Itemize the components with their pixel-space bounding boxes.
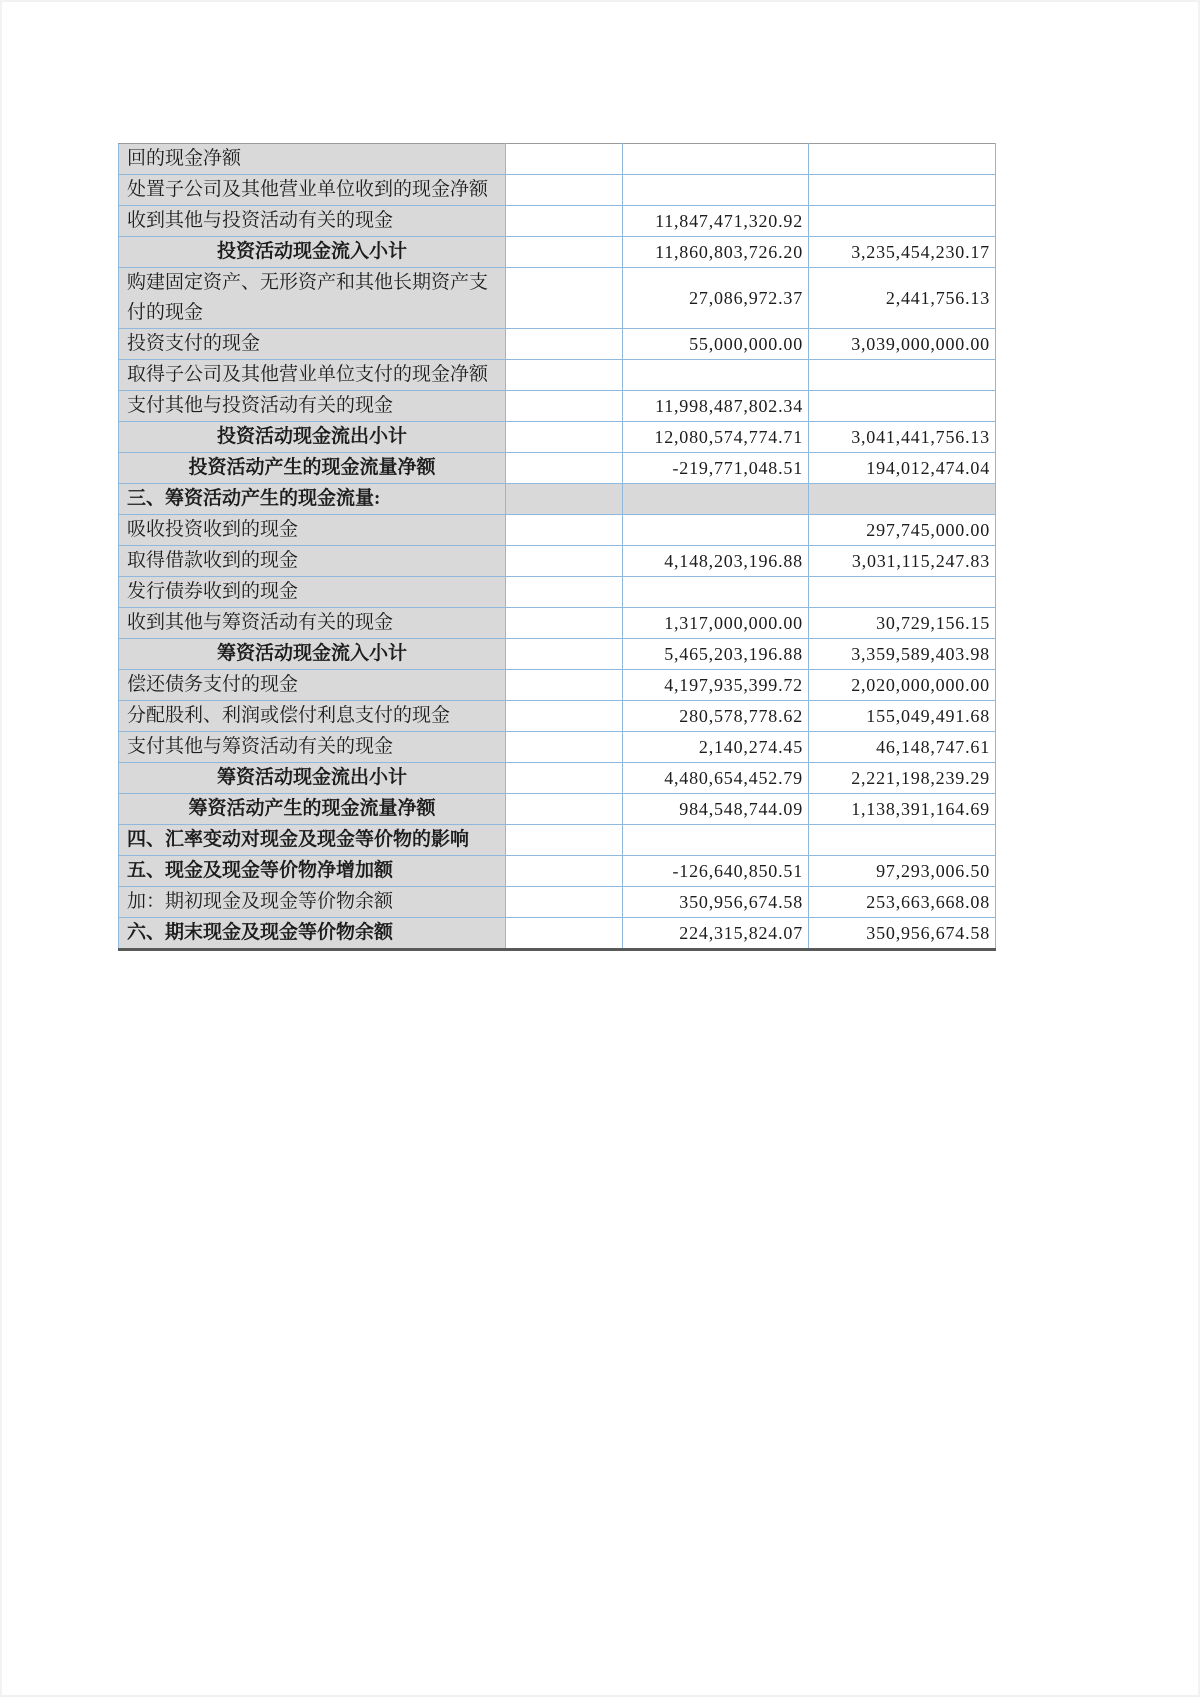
note-cell (506, 763, 623, 794)
item-cell: 取得借款收到的现金 (119, 546, 506, 577)
table-row (119, 206, 996, 237)
item-cell: 支付其他与投资活动有关的现金 (119, 391, 506, 422)
table-row (119, 639, 996, 670)
item-cell: 收到其他与筹资活动有关的现金 (119, 608, 506, 639)
current-period-cell: 280,578,778.62 (623, 701, 809, 732)
note-cell (506, 825, 623, 856)
cash-flow-statement-table (118, 143, 996, 951)
note-cell (506, 484, 623, 515)
current-period-cell: 984,548,744.09 (623, 794, 809, 825)
note-cell (506, 577, 623, 608)
item-cell: 加：期初现金及现金等价物余额 (119, 887, 506, 918)
item-cell: 分配股利、利润或偿付利息支付的现金 (119, 701, 506, 732)
note-cell (506, 515, 623, 546)
current-period-cell: 11,860,803,726.20 (623, 237, 809, 268)
current-period-cell: 11,998,487,802.34 (623, 391, 809, 422)
current-period-cell: 1,317,000,000.00 (623, 608, 809, 639)
current-period-cell: 4,148,203,196.88 (623, 546, 809, 577)
prior-period-cell: 3,041,441,756.13 (809, 422, 996, 453)
table-row (119, 825, 996, 856)
note-cell (506, 206, 623, 237)
note-cell (506, 639, 623, 670)
prior-period-cell (809, 391, 996, 422)
item-cell: 四、汇率变动对现金及现金等价物的影响 (119, 825, 506, 856)
prior-period-cell (809, 484, 996, 515)
note-cell (506, 422, 623, 453)
current-period-cell: 2,140,274.45 (623, 732, 809, 763)
note-cell (506, 794, 623, 825)
current-period-cell (623, 144, 809, 175)
prior-period-cell: 30,729,156.15 (809, 608, 996, 639)
item-cell: 投资活动现金流出小计 (119, 422, 506, 453)
table-row (119, 794, 996, 825)
table-body (119, 144, 996, 950)
current-period-cell: 4,480,654,452.79 (623, 763, 809, 794)
item-cell: 投资活动产生的现金流量净额 (119, 453, 506, 484)
item-cell: 取得子公司及其他营业单位支付的现金净额 (119, 360, 506, 391)
note-cell (506, 360, 623, 391)
prior-period-cell: 155,049,491.68 (809, 701, 996, 732)
table-row (119, 175, 996, 206)
current-period-cell: 224,315,824.07 (623, 918, 809, 950)
note-cell (506, 670, 623, 701)
item-cell: 吸收投资收到的现金 (119, 515, 506, 546)
current-period-cell (623, 175, 809, 206)
note-cell (506, 329, 623, 360)
prior-period-cell: 3,039,000,000.00 (809, 329, 996, 360)
note-cell (506, 391, 623, 422)
prior-period-cell (809, 825, 996, 856)
current-period-cell: -126,640,850.51 (623, 856, 809, 887)
table-row (119, 484, 996, 515)
item-cell: 处置子公司及其他营业单位收到的现金净额 (119, 175, 506, 206)
current-period-cell (623, 484, 809, 515)
current-period-cell: 55,000,000.00 (623, 329, 809, 360)
table-row (119, 391, 996, 422)
item-cell: 收到其他与投资活动有关的现金 (119, 206, 506, 237)
prior-period-cell: 46,148,747.61 (809, 732, 996, 763)
note-cell (506, 546, 623, 577)
prior-period-cell: 3,359,589,403.98 (809, 639, 996, 670)
item-cell: 偿还债务支付的现金 (119, 670, 506, 701)
item-cell: 购建固定资产、无形资产和其他长期资产支付的现金 (119, 268, 506, 329)
prior-period-cell: 297,745,000.00 (809, 515, 996, 546)
current-period-cell: 4,197,935,399.72 (623, 670, 809, 701)
current-period-cell (623, 577, 809, 608)
item-cell: 投资活动现金流入小计 (119, 237, 506, 268)
current-period-cell: 27,086,972.37 (623, 268, 809, 329)
prior-period-cell: 1,138,391,164.69 (809, 794, 996, 825)
table-row (119, 701, 996, 732)
table-row (119, 237, 996, 268)
table-row (119, 763, 996, 794)
prior-period-cell: 97,293,006.50 (809, 856, 996, 887)
prior-period-cell: 3,031,115,247.83 (809, 546, 996, 577)
prior-period-cell (809, 360, 996, 391)
table-row (119, 577, 996, 608)
note-cell (506, 608, 623, 639)
item-cell: 投资支付的现金 (119, 329, 506, 360)
item-cell: 六、期末现金及现金等价物余额 (119, 918, 506, 950)
current-period-cell: 11,847,471,320.92 (623, 206, 809, 237)
current-period-cell: 12,080,574,774.71 (623, 422, 809, 453)
table-row (119, 732, 996, 763)
prior-period-cell (809, 144, 996, 175)
note-cell (506, 701, 623, 732)
table-row (119, 918, 996, 950)
table-row (119, 546, 996, 577)
note-cell (506, 175, 623, 206)
current-period-cell: 5,465,203,196.88 (623, 639, 809, 670)
table-row (119, 856, 996, 887)
item-cell: 筹资活动产生的现金流量净额 (119, 794, 506, 825)
note-cell (506, 856, 623, 887)
prior-period-cell: 350,956,674.58 (809, 918, 996, 950)
table-row (119, 515, 996, 546)
table-row (119, 422, 996, 453)
item-cell: 筹资活动现金流出小计 (119, 763, 506, 794)
table-row (119, 453, 996, 484)
prior-period-cell: 2,221,198,239.29 (809, 763, 996, 794)
note-cell (506, 237, 623, 268)
table-row (119, 360, 996, 391)
item-cell: 筹资活动现金流入小计 (119, 639, 506, 670)
item-cell: 支付其他与筹资活动有关的现金 (119, 732, 506, 763)
table-row (119, 329, 996, 360)
item-cell: 五、现金及现金等价物净增加额 (119, 856, 506, 887)
prior-period-cell: 253,663,668.08 (809, 887, 996, 918)
table-row (119, 144, 996, 175)
item-cell: 发行债券收到的现金 (119, 577, 506, 608)
current-period-cell: 350,956,674.58 (623, 887, 809, 918)
current-period-cell (623, 360, 809, 391)
item-cell: 三、筹资活动产生的现金流量: (119, 484, 506, 515)
current-period-cell: -219,771,048.51 (623, 453, 809, 484)
note-cell (506, 268, 623, 329)
table-row (119, 608, 996, 639)
table-row (119, 670, 996, 701)
item-cell: 回的现金净额 (119, 144, 506, 175)
note-cell (506, 144, 623, 175)
table-row (119, 887, 996, 918)
current-period-cell (623, 515, 809, 546)
note-cell (506, 887, 623, 918)
prior-period-cell: 2,020,000,000.00 (809, 670, 996, 701)
current-period-cell (623, 825, 809, 856)
prior-period-cell (809, 175, 996, 206)
prior-period-cell: 2,441,756.13 (809, 268, 996, 329)
note-cell (506, 453, 623, 484)
prior-period-cell: 3,235,454,230.17 (809, 237, 996, 268)
table-row (119, 268, 996, 329)
note-cell (506, 918, 623, 950)
prior-period-cell (809, 206, 996, 237)
prior-period-cell: 194,012,474.04 (809, 453, 996, 484)
prior-period-cell (809, 577, 996, 608)
note-cell (506, 732, 623, 763)
